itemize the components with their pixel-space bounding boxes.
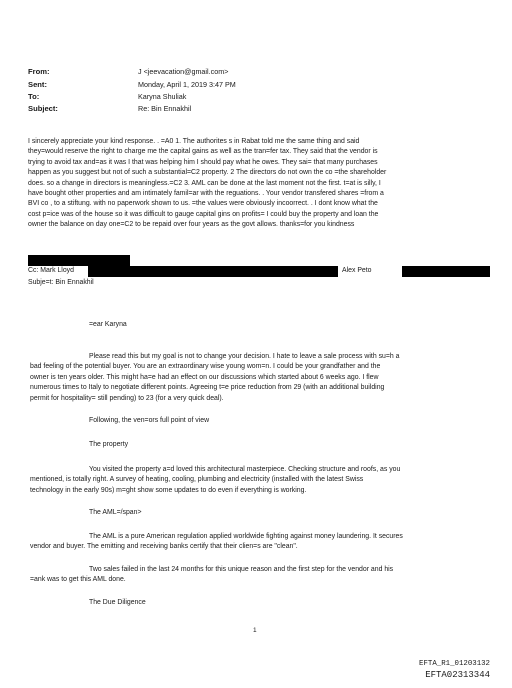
heading-property: The property xyxy=(89,441,129,448)
sent-value: Monday, April 1, 2019 3:47 PM xyxy=(138,80,236,89)
paragraph-line: Two sales failed in the last 24 months for this unique reason and the first step for the vendor and his xyxy=(89,566,394,573)
paragraph-5 xyxy=(30,565,500,586)
paragraph-1 xyxy=(30,352,500,404)
paragraph-line: owner is ten years older. This might ha=e had an effect on our discussions which started about 6 weeks ago. I flew xyxy=(30,373,379,381)
heading-due-diligence: The Due Diligence xyxy=(89,599,146,606)
paragraph-line: Please read this but my goal is not to change your decision. I hate to leave a sale process with su=h a xyxy=(89,353,400,360)
paragraph-3 xyxy=(30,465,500,496)
subject-label: Subject: xyxy=(28,104,58,113)
redaction-bar xyxy=(88,266,338,277)
paragraph-line: vendor and buyer. The emitting and receiving banks certify that their clien=s are "clean". xyxy=(30,543,298,551)
reply-line: cost p=ice was of the house so it was difficult to gauge capital gins on profits= I could buy the property and loan the xyxy=(28,210,379,218)
greeting: =ear Karyna xyxy=(89,321,127,328)
redaction-bar xyxy=(402,266,490,277)
subject-value: Re: Bin Ennakhil xyxy=(138,104,192,113)
from-label: From: xyxy=(28,67,50,76)
bates-number-large: EFTA02313344 xyxy=(425,670,490,680)
reply-line: I sincerely appreciate your kind response. . =A0 1. The authorites s in Rabat told me the same thing and said xyxy=(28,138,360,145)
reply-line: they=would reserve the right to charge me the capital gains as well as the tran=fer tax. They said that the vendor is xyxy=(28,148,378,156)
heading-aml: The AML=/span> xyxy=(89,509,142,516)
page-number: 1 xyxy=(253,627,257,634)
paragraph-line: numerous times to Italy to negotiate different points. Agreeing t=e price reduction from 29 (with an additional building xyxy=(30,384,385,392)
paragraph-line: technology in the early 90s) m=ght show some updates to do even if everything is working. xyxy=(30,486,307,494)
from-value: J <jeevacation@gmail.com> xyxy=(138,67,229,76)
reply-line: happen as you suggest but not of such a substantial=C2 property. 2 The directors do not own the co =the shareholder xyxy=(28,169,387,177)
paragraph-line: You visited the property a=d loved this architectural masterpiece. Checking structure and roofs, as you xyxy=(89,466,401,473)
reply-body xyxy=(28,137,498,231)
reply-line: owner the balance on day one=C2 to be repaid over four years as the govt allows. thanks=for you kindness xyxy=(28,221,355,229)
reply-line: does. so a change in directors is meaningless.=C2 3. AML can be done at the last moment not the first. t=at is silly, I xyxy=(28,179,381,187)
reply-line: BVI co , to a stiftung. with no paperwork shown to us. =the values were obviously incoorrect. . I dont know what the xyxy=(28,200,378,208)
cc-name-right: Alex Peto xyxy=(342,267,372,274)
paragraph-line: mentioned, is totally right. A survey of heating, cooling, plumbing and electricity (installed with the latest Swiss xyxy=(30,476,364,484)
paragraph-2: Following, the ven=ors full point of view xyxy=(89,417,210,424)
paragraph-line: permit for hospitality= still pending) to 23 (for a very quick deal). xyxy=(30,394,224,402)
reply-line: trying to avoid tax and=as it was I that was helping him I should pay what he owes. They sai= that many purchases xyxy=(28,158,378,166)
reply-line: have bought other properties and am intimately famil=ar with the reguations. . Your vendor transfered shares =from a xyxy=(28,190,384,198)
sent-label: Sent: xyxy=(28,80,47,89)
paragraph-line: =ank was to get this AML done. xyxy=(30,576,126,584)
to-value: Karyna Shuliak xyxy=(138,92,187,101)
to-label: To: xyxy=(28,92,40,101)
paragraph-line: The AML is a pure American regulation applied worldwide fighting against money laundering. It secures xyxy=(89,533,403,540)
paragraph-line: bad feeling of the potential buyer. You are an extraordinary wise young wom=n. I could be your grandfather and the xyxy=(30,363,381,371)
bates-number-small: EFTA_R1_01203132 xyxy=(419,660,490,668)
paragraph-4 xyxy=(30,532,500,553)
cc-text: Cc: Mark Lloyd xyxy=(28,267,74,274)
cc-subject: Subje=t: Bin Ennakhil xyxy=(28,279,94,286)
redaction-bar xyxy=(28,255,130,266)
